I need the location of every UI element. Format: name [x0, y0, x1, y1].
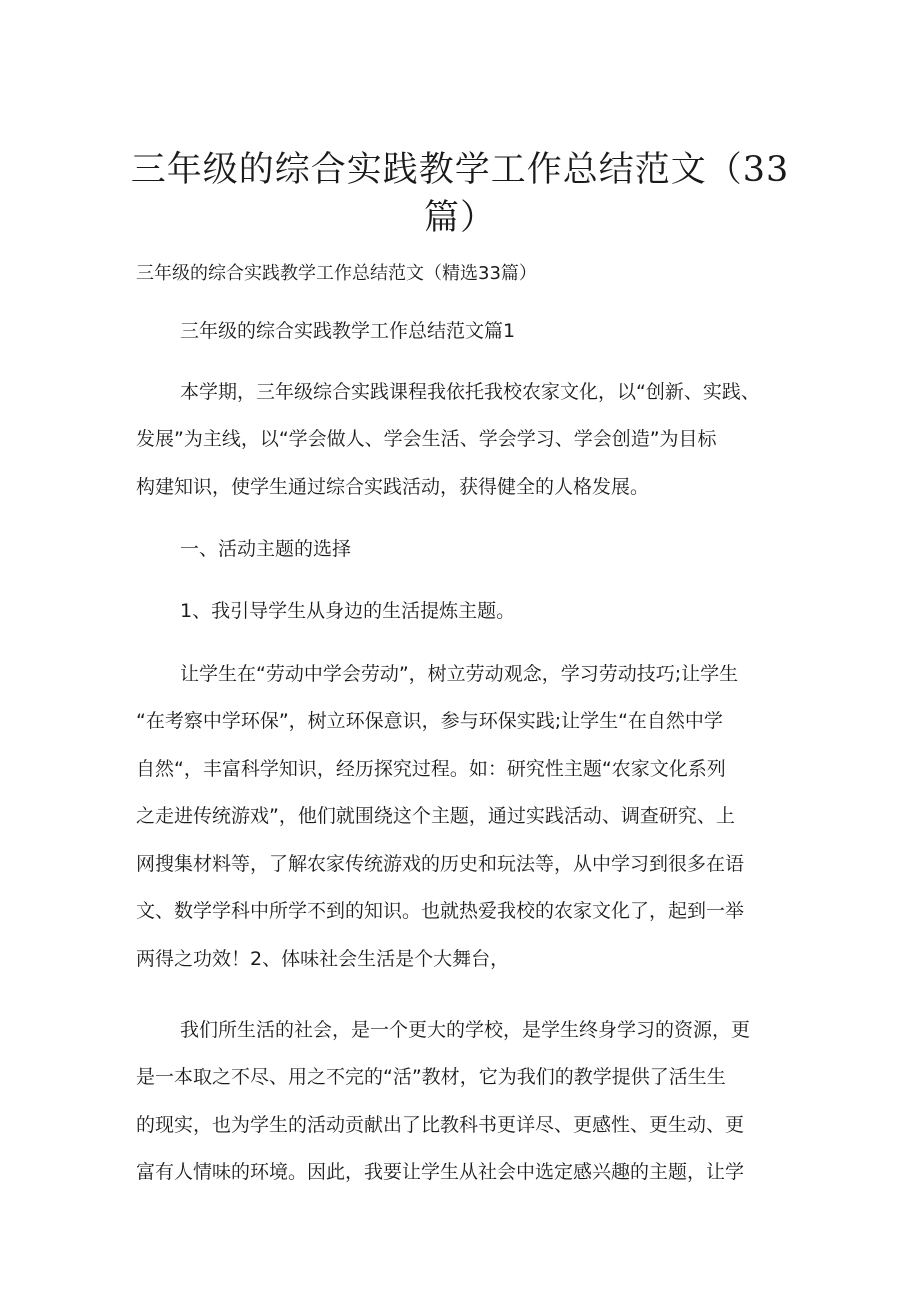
para3-line: 的现实，也为学生的活动贡献出了比教科书更详尽、更感性、更生动、更	[136, 1114, 745, 1136]
subheading-activity-theme: 一、活动主题的选择	[180, 538, 352, 560]
para2-line: 之走进传统游戏”，他们就围绕这个主题，通过实践活动、调查研究、上	[136, 805, 735, 827]
section-heading: 三年级的综合实践教学工作总结范文篇1	[180, 320, 516, 342]
subheading-life-theme: 1、我引导学生从身边的生活提炼主题。	[180, 600, 516, 622]
para2-line: 让学生在“劳动中学会劳动”，树立劳动观念，学习劳动技巧;让学生	[180, 663, 739, 685]
para2-line: 两得之功效！2、体味社会生活是个大舞台，	[136, 948, 510, 970]
para2-line: “在考察中学环保”，树立环保意识，参与环保实践;让学生“在自然中学	[136, 710, 723, 732]
para3-line: 我们所生活的社会，是一个更大的学校，是学生终身学习的资源，更	[180, 1019, 751, 1041]
para1-line: 构建知识，使学生通过综合实践活动，获得健全的人格发展。	[136, 476, 650, 498]
para1-line: 本学期，三年级综合实践课程我依托我校农家文化，以“创新、实践、	[180, 381, 760, 403]
para2-line: 网搜集材料等，了解农家传统游戏的历史和玩法等，从中学习到很多在语	[136, 853, 745, 875]
para3-line: 富有人情味的环境。因此，我要让学生从社会中选定感兴趣的主题，让学	[136, 1161, 745, 1183]
document-subtitle: 三年级的综合实践教学工作总结范文（精选33篇）	[136, 263, 537, 284]
para2-line: 自然“，丰富科学知识，经历探究过程。如：研究性主题“农家文化系列	[136, 758, 726, 780]
para1-line: 发展”为主线，以“学会做人、学会生活、学会学习、学会创造”为目标	[136, 428, 717, 450]
document-title-line2: 篇）	[423, 198, 496, 238]
para3-line: 是一本取之不尽、用之不完的“活”教材，它为我们的教学提供了活生生	[136, 1066, 726, 1088]
para2-line: 文、数学学科中所学不到的知识。也就热爱我校的农家文化了，起到一举	[136, 900, 745, 922]
document-title-line1: 三年级的综合实践教学工作总结范文（33	[130, 150, 790, 190]
